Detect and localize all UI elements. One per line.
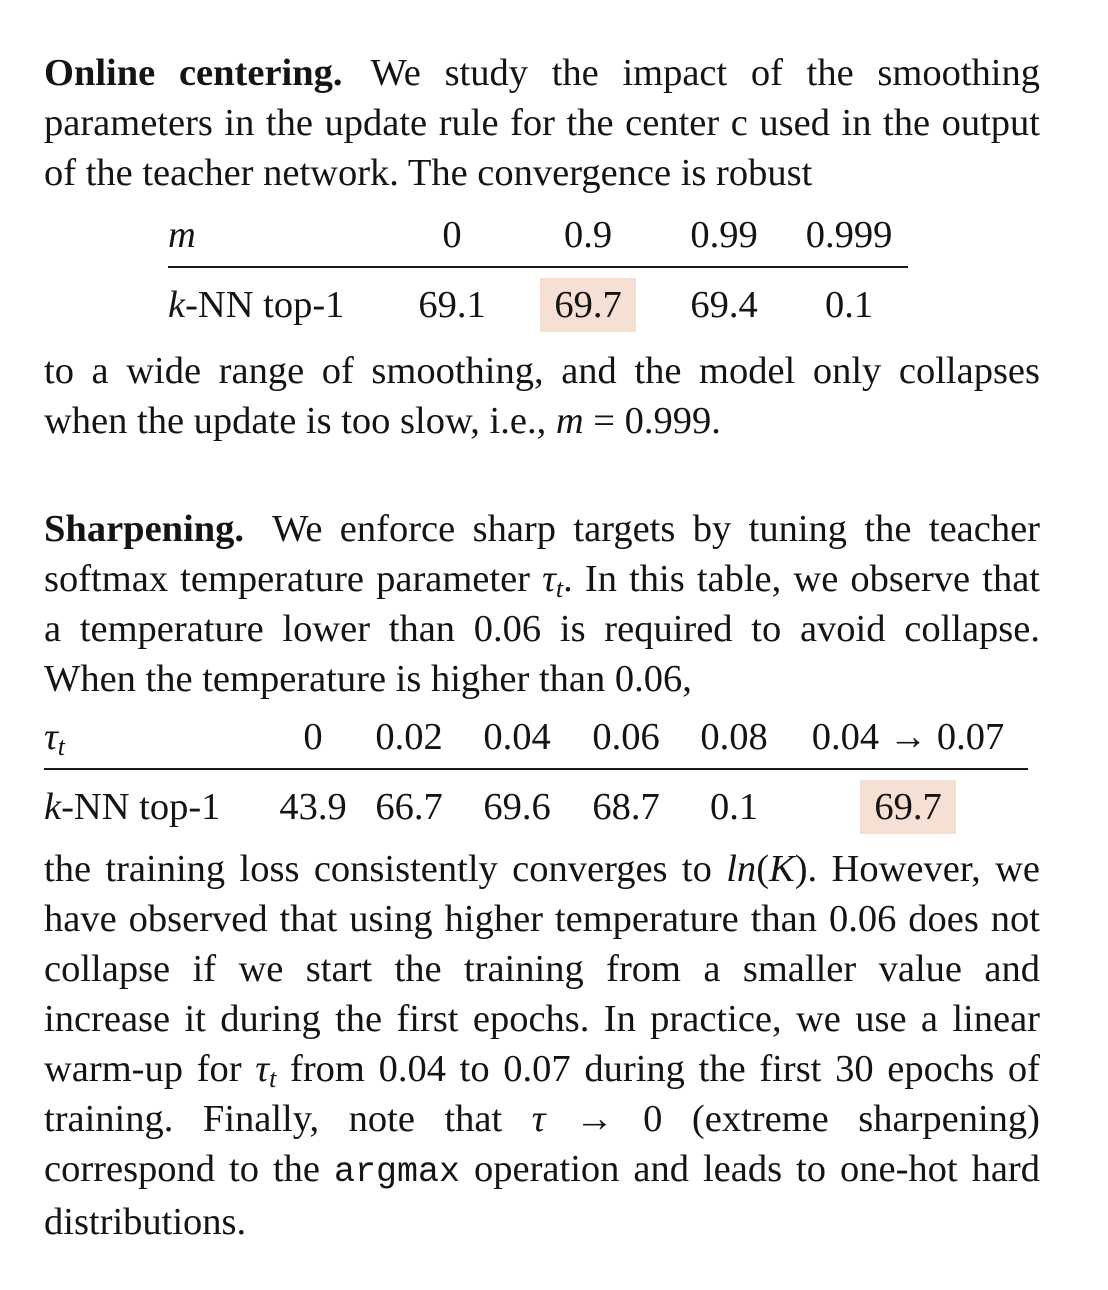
sharpening-col-2: 0.04: [483, 716, 551, 758]
online-centering-paragraph: [44, 48, 1040, 198]
sharpening-value-1: 66.7: [375, 786, 443, 828]
sharpening-row-label: k-NN top-1: [44, 786, 221, 828]
sharpening-value-5-highlighted: 69.7: [860, 780, 955, 834]
centering-col-2: 0.99: [690, 214, 758, 256]
sharpening-header-symbol: $\tau_t$: [44, 716, 66, 761]
sharpening-value-3: 68.7: [592, 786, 660, 828]
sharpening-value-5-cell: [788, 770, 1028, 844]
centering-row-label: k-NN top-1: [168, 284, 345, 326]
centering-col-0: 0: [442, 214, 462, 256]
sharpening-col-1: 0.02: [375, 716, 443, 758]
paper-page: [44, 48, 1040, 1247]
sharpening-col-4: 0.08: [700, 716, 768, 758]
centering-value-0: 69.1: [418, 284, 486, 326]
sharpening-col-5: 0.04 → 0.07: [811, 716, 1005, 758]
sharpening-col-3: 0.06: [592, 716, 660, 758]
sharpening-text-after: the training loss consistently converges to ln(K). However, we have observed that using higher temperature than 0.06 does not collapse if we start the training from a smaller value and increase it during the first epochs. In practice, we use a linear warm-up for $\tau_t$ from 0.04 to 0.07 during the first 30 epochs of training. Finally, note that τ → 0 (extreme sharpening) correspond to the argmax operation and leads to one-hot hard distributions.: [44, 848, 1040, 1243]
sharpening-col-0: 0: [303, 716, 323, 758]
sharpening-value-4: 0.1: [709, 786, 759, 828]
centering-value-1-highlighted: 69.7: [540, 278, 635, 332]
sharpening-paragraph: Sharpening. We enforce sharp targets by tuning the teacher softmax temperature parameter $\tau_t$. In this table, we observe that a temperature lower than 0.06 is required to avoid collapse. When the temperature is higher than 0.06,: [44, 508, 1040, 700]
online-centering-text-after: to a wide range of smoothing, and the model only collapses when the update is too slow, i.e., m = 0.999.: [44, 350, 1040, 442]
centering-col-1: 0.9: [563, 214, 613, 256]
centering-value-2: 69.4: [690, 284, 758, 326]
centering-table: [168, 204, 908, 342]
sharpening-value-0: 43.9: [279, 786, 347, 828]
centering-value-1-cell: [518, 268, 658, 342]
centering-col-3: 0.999: [805, 214, 893, 256]
sharpening-table: [44, 706, 1028, 844]
online-centering-heading: Online centering.: [44, 52, 343, 94]
centering-value-3: 0.1: [824, 284, 874, 326]
centering-header-symbol: m: [168, 214, 196, 256]
sharpening-heading: Sharpening.: [44, 508, 245, 550]
sharpening-value-2: 69.6: [483, 786, 551, 828]
online-centering-text-before: We study the impact of the smoothing parameters in the update rule for the center c used in the output of the teacher network. The convergence is robust: [44, 52, 1040, 194]
